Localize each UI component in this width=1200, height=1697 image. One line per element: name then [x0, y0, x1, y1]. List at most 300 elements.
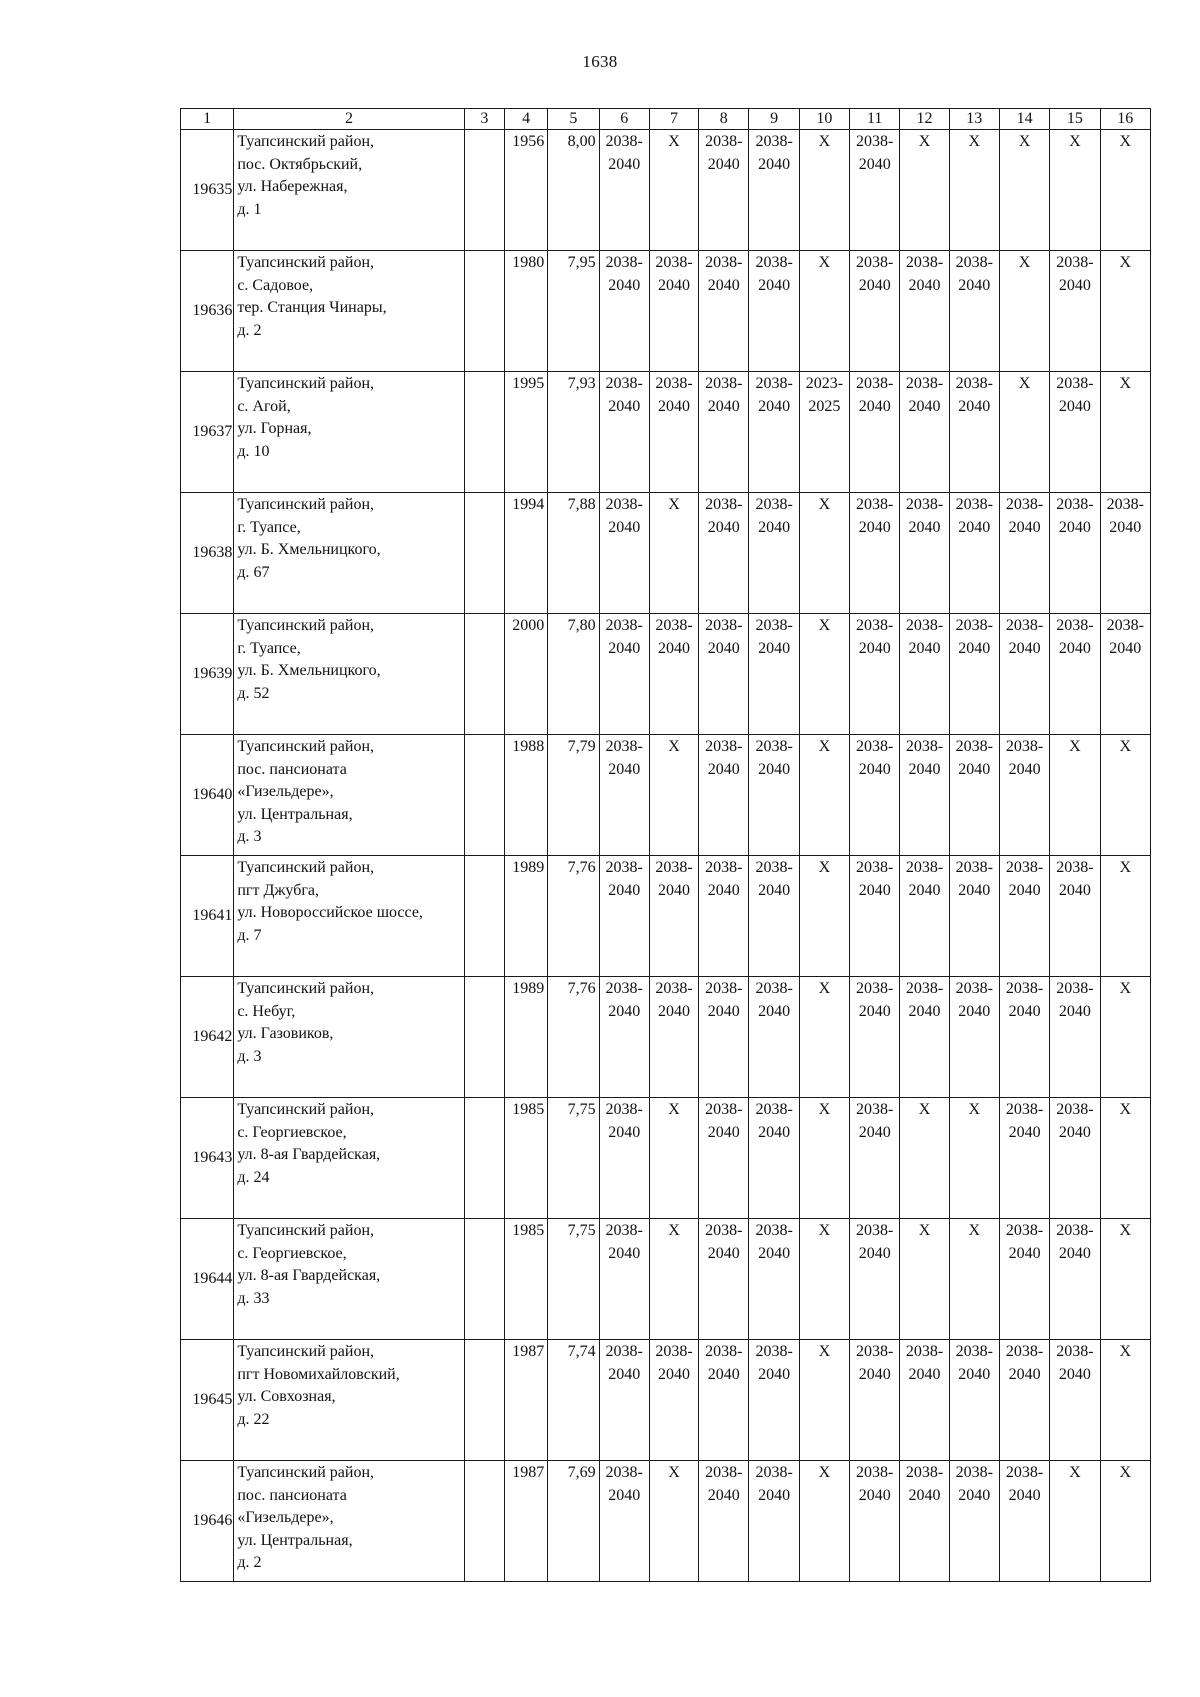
period-start: 2038-	[955, 980, 993, 997]
period-cell	[599, 1219, 649, 1340]
period-start: 2038-	[755, 738, 793, 755]
period-end: 2040	[608, 1123, 641, 1141]
period-end: 2040	[707, 518, 740, 536]
period-cell	[749, 1340, 799, 1461]
period-cell	[1050, 372, 1100, 493]
period-start: 2038-	[955, 859, 993, 876]
period-cell	[749, 251, 799, 372]
row-number: 19638	[181, 493, 234, 614]
address-line: ул. Набережная,	[237, 178, 348, 195]
period-end: 2040	[958, 1002, 991, 1020]
period-start: 2038-	[905, 980, 944, 997]
period-cell	[749, 977, 799, 1098]
period-end: 2040	[608, 276, 641, 294]
column-3-cell	[464, 1340, 504, 1461]
column-header-8: 8	[699, 109, 749, 130]
period-end: 2040	[758, 518, 791, 536]
period-start: 2038-	[905, 1464, 944, 1481]
period-end: 2040	[608, 1486, 641, 1504]
period-start: 2038-	[856, 254, 894, 271]
period-cell	[599, 130, 649, 251]
period-end: 2040	[908, 1365, 941, 1383]
period-start: 2038-	[655, 1343, 693, 1360]
table-body	[181, 130, 1151, 1582]
column-3-cell	[464, 251, 504, 372]
period-start: 2038-	[605, 1222, 643, 1239]
period-end: 2040	[908, 397, 941, 415]
period-cell: X	[1050, 1461, 1100, 1582]
period-start: 2038-	[1005, 738, 1044, 755]
period-start: 2038-	[705, 980, 743, 997]
period-end: 2040	[958, 760, 991, 778]
period-start: 2038-	[605, 617, 643, 634]
value-cell: 7,93	[548, 372, 599, 493]
period-cell	[949, 493, 999, 614]
period-end: 2040	[758, 276, 791, 294]
period-cell	[850, 735, 900, 856]
period-cell	[900, 251, 949, 372]
address-line: Туапсинский район,	[237, 738, 374, 755]
address-line: ул. Горная,	[237, 420, 312, 437]
period-start: 2038-	[655, 980, 693, 997]
period-cell	[900, 977, 949, 1098]
period-start: 2038-	[605, 859, 643, 876]
table-row	[181, 614, 1151, 735]
column-3-cell	[464, 372, 504, 493]
column-3-cell	[464, 614, 504, 735]
address-line: с. Агой,	[237, 397, 291, 415]
period-end: 2040	[858, 639, 891, 657]
period-start: 2038-	[1056, 980, 1094, 997]
period-cell	[749, 1098, 799, 1219]
period-start: 2038-	[605, 133, 643, 150]
period-start: 2038-	[955, 617, 993, 634]
address-line: «Гизельдере»,	[237, 1509, 334, 1526]
period-start: 2038-	[705, 254, 743, 271]
period-end: 2040	[658, 639, 690, 657]
address-line: Туапсинский район,	[237, 980, 374, 997]
period-start: 2038-	[1005, 1222, 1044, 1239]
period-end: 2040	[858, 518, 891, 536]
period-cell: X	[799, 1461, 849, 1582]
period-cell	[850, 614, 900, 735]
value-cell: 7,69	[548, 1461, 599, 1582]
row-number: 19644	[181, 1219, 234, 1340]
period-start: 2038-	[1005, 859, 1044, 876]
table-row	[181, 130, 1151, 251]
period-start: 2038-	[605, 496, 643, 513]
period-cell	[900, 856, 949, 977]
address-line: Туапсинский район,	[237, 1101, 374, 1118]
row-number: 19645	[181, 1340, 234, 1461]
period-end: 2040	[858, 1365, 891, 1383]
period-start: 2038-	[755, 980, 793, 997]
period-cell	[599, 856, 649, 977]
period-end: 2040	[908, 1486, 941, 1504]
period-cell	[1050, 1340, 1100, 1461]
period-cell: X	[949, 1219, 999, 1340]
period-cell	[1100, 614, 1150, 735]
period-cell	[749, 614, 799, 735]
period-cell	[699, 856, 749, 977]
period-end: 2040	[1058, 1123, 1091, 1141]
address-cell	[234, 614, 464, 735]
period-cell	[949, 977, 999, 1098]
period-cell	[699, 614, 749, 735]
period-end: 2040	[858, 276, 891, 294]
period-end: 2040	[1008, 881, 1041, 899]
period-start: 2038-	[1005, 617, 1044, 634]
period-start: 2038-	[1056, 496, 1094, 513]
period-start: 2038-	[1056, 617, 1094, 634]
address-line: д. 1	[237, 200, 262, 218]
period-end: 2040	[958, 276, 991, 294]
period-start: 2023-	[805, 375, 844, 392]
column-header-15: 15	[1050, 109, 1100, 130]
period-cell: X	[1100, 372, 1150, 493]
value-cell: 7,76	[548, 977, 599, 1098]
period-start: 2038-	[856, 1222, 894, 1239]
period-end: 2040	[1109, 639, 1142, 657]
period-start: 2038-	[1056, 1222, 1094, 1239]
address-line: ул. Совхозная,	[237, 1388, 336, 1405]
row-number: 19646	[181, 1461, 234, 1582]
period-start: 2038-	[705, 375, 743, 392]
period-cell	[999, 856, 1049, 977]
period-cell: X	[799, 856, 849, 977]
address-line: Туапсинский район,	[237, 254, 374, 271]
period-start: 2038-	[905, 738, 944, 755]
address-cell	[234, 251, 464, 372]
period-start: 2038-	[705, 1101, 743, 1118]
period-start: 2038-	[705, 1222, 743, 1239]
address-line: ул. Центральная,	[237, 805, 353, 823]
period-cell: X	[799, 614, 849, 735]
period-start: 2038-	[605, 980, 643, 997]
address-line: ул. 8-ая Гвардейская,	[237, 1267, 381, 1284]
period-start: 2038-	[705, 133, 743, 150]
table-row	[181, 493, 1151, 614]
column-header-5: 5	[548, 109, 599, 130]
period-cell	[1050, 1219, 1100, 1340]
period-end: 2040	[707, 881, 740, 899]
period-end: 2040	[707, 1123, 740, 1141]
period-cell: X	[1050, 130, 1100, 251]
period-start: 2038-	[1005, 1343, 1044, 1360]
period-cell	[649, 372, 698, 493]
period-end: 2040	[1008, 1486, 1041, 1504]
period-cell	[599, 372, 649, 493]
column-header-11: 11	[850, 109, 900, 130]
period-end: 2040	[908, 276, 941, 294]
period-end: 2040	[608, 1244, 641, 1262]
period-cell: X	[1100, 1219, 1150, 1340]
column-header-13: 13	[949, 109, 999, 130]
period-cell: X	[1100, 735, 1150, 856]
address-line: пгт Джубга,	[237, 881, 320, 899]
table-row	[181, 1340, 1151, 1461]
address-line: ул. Б. Хмельницкого,	[237, 662, 381, 679]
address-line: ул. Б. Хмельницкого,	[237, 541, 381, 558]
period-cell	[599, 1098, 649, 1219]
period-end: 2025	[808, 397, 841, 415]
period-start: 2038-	[905, 617, 944, 634]
period-end: 2040	[1058, 397, 1091, 415]
period-end: 2040	[658, 397, 690, 415]
period-end: 2040	[1008, 518, 1041, 536]
value-cell: 7,76	[548, 856, 599, 977]
period-cell	[999, 1098, 1049, 1219]
period-start: 2038-	[655, 254, 693, 271]
column-header-9: 9	[749, 109, 799, 130]
period-cell	[649, 251, 698, 372]
period-cell	[949, 251, 999, 372]
period-cell: X	[900, 130, 949, 251]
period-cell: X	[649, 1461, 698, 1582]
value-cell: 7,75	[548, 1219, 599, 1340]
address-line: д. 52	[237, 684, 270, 702]
address-line: тер. Станция Чинары,	[237, 299, 387, 316]
address-line: Туапсинский район,	[237, 617, 374, 634]
period-cell: X	[1100, 977, 1150, 1098]
period-end: 2040	[958, 639, 991, 657]
row-number: 19643	[181, 1098, 234, 1219]
period-cell	[749, 735, 799, 856]
period-start: 2038-	[905, 859, 944, 876]
period-cell	[599, 735, 649, 856]
column-header-3: 3	[464, 109, 504, 130]
period-cell	[1050, 251, 1100, 372]
period-cell	[1050, 856, 1100, 977]
period-cell	[949, 735, 999, 856]
address-cell	[234, 1340, 464, 1461]
year-cell: 1995	[504, 372, 547, 493]
period-end: 2040	[1008, 1365, 1041, 1383]
period-cell	[850, 1461, 900, 1582]
period-start: 2038-	[1005, 1464, 1044, 1481]
period-end: 2040	[958, 518, 991, 536]
period-cell: X	[999, 130, 1049, 251]
period-cell	[699, 1461, 749, 1582]
address-line: пос. Октябрьский,	[237, 155, 363, 173]
period-cell	[949, 1340, 999, 1461]
period-start: 2038-	[856, 859, 894, 876]
period-start: 2038-	[705, 496, 743, 513]
period-cell	[999, 1461, 1049, 1582]
column-number-header	[181, 109, 1151, 130]
period-cell: X	[1100, 251, 1150, 372]
period-end: 2040	[707, 1486, 740, 1504]
address-line: д. 2	[237, 1554, 262, 1571]
period-end: 2040	[608, 397, 641, 415]
period-start: 2038-	[755, 859, 793, 876]
period-end: 2040	[908, 760, 941, 778]
column-3-cell	[464, 130, 504, 251]
period-cell: X	[799, 130, 849, 251]
period-end: 2040	[707, 760, 740, 778]
period-end: 2040	[658, 1002, 690, 1020]
period-end: 2040	[707, 639, 740, 657]
period-start: 2038-	[755, 1343, 793, 1360]
period-end: 2040	[958, 1486, 991, 1504]
period-end: 2040	[758, 397, 791, 415]
period-cell	[900, 372, 949, 493]
period-cell	[699, 1340, 749, 1461]
period-start: 2038-	[905, 1343, 944, 1360]
period-end: 2040	[658, 1365, 690, 1383]
period-end: 2040	[608, 881, 641, 899]
period-start: 2038-	[755, 617, 793, 634]
address-line: с. Георгиевское,	[237, 1244, 347, 1262]
period-cell	[999, 1340, 1049, 1461]
year-cell: 1988	[504, 735, 547, 856]
period-start: 2038-	[856, 980, 894, 997]
address-line: Туапсинский район,	[237, 859, 374, 876]
period-start: 2038-	[655, 859, 693, 876]
column-3-cell	[464, 493, 504, 614]
year-cell: 2000	[504, 614, 547, 735]
value-cell: 7,74	[548, 1340, 599, 1461]
year-cell: 1987	[504, 1461, 547, 1582]
period-end: 2040	[958, 1365, 991, 1383]
year-cell: 1994	[504, 493, 547, 614]
period-start: 2038-	[905, 496, 944, 513]
column-header-4: 4	[504, 109, 547, 130]
page-number: 1638	[582, 52, 618, 71]
address-line: Туапсинский район,	[237, 496, 374, 513]
period-cell	[850, 372, 900, 493]
period-start: 2038-	[1056, 254, 1094, 271]
period-cell	[949, 372, 999, 493]
period-start: 2038-	[705, 738, 743, 755]
period-end: 2040	[707, 1002, 740, 1020]
period-end: 2040	[908, 518, 941, 536]
period-cell	[999, 614, 1049, 735]
period-start: 2038-	[856, 617, 894, 634]
period-cell	[999, 493, 1049, 614]
period-end: 2040	[707, 155, 740, 173]
period-cell: X	[799, 251, 849, 372]
period-end: 2040	[758, 1365, 791, 1383]
period-end: 2040	[758, 155, 791, 173]
period-end: 2040	[958, 881, 991, 899]
period-start: 2038-	[755, 375, 793, 392]
period-cell: X	[1100, 1461, 1150, 1582]
period-end: 2040	[608, 155, 641, 173]
address-line: Туапсинский район,	[237, 1222, 374, 1239]
period-cell: X	[799, 1098, 849, 1219]
period-start: 2038-	[755, 1464, 793, 1481]
period-start: 2038-	[1005, 1101, 1044, 1118]
period-cell	[850, 1098, 900, 1219]
period-start: 2038-	[856, 1464, 894, 1481]
address-line: с. Георгиевское,	[237, 1123, 347, 1141]
address-cell	[234, 735, 464, 856]
period-start: 2038-	[1056, 1101, 1094, 1118]
period-end: 2040	[858, 155, 891, 173]
period-cell	[599, 977, 649, 1098]
address-line: пос. пансионата	[237, 760, 347, 778]
year-cell: 1956	[504, 130, 547, 251]
period-end: 2040	[1008, 1123, 1041, 1141]
address-cell	[234, 1461, 464, 1582]
address-line: ул. Новороссийское шоссе,	[237, 904, 423, 921]
column-header-2: 2	[234, 109, 464, 130]
period-cell	[900, 1340, 949, 1461]
period-start: 2038-	[755, 1222, 793, 1239]
period-cell	[799, 372, 849, 493]
row-number: 19642	[181, 977, 234, 1098]
period-cell	[699, 1098, 749, 1219]
year-cell: 1989	[504, 977, 547, 1098]
address-cell	[234, 856, 464, 977]
period-cell: X	[649, 1219, 698, 1340]
period-end: 2040	[608, 518, 641, 536]
period-cell	[850, 856, 900, 977]
address-cell	[234, 372, 464, 493]
period-cell: X	[949, 1098, 999, 1219]
period-cell	[649, 977, 698, 1098]
period-start: 2038-	[905, 254, 944, 271]
period-cell	[699, 977, 749, 1098]
column-3-cell	[464, 1219, 504, 1340]
address-line: Туапсинский район,	[237, 1343, 374, 1360]
period-cell: X	[1100, 1098, 1150, 1219]
address-line: с. Садовое,	[237, 276, 314, 294]
period-start: 2038-	[856, 1343, 894, 1360]
period-cell	[999, 1219, 1049, 1340]
address-line: Туапсинский район,	[237, 133, 374, 150]
period-end: 2040	[1058, 1002, 1091, 1020]
address-line: Туапсинский район,	[237, 1464, 374, 1481]
period-cell	[1050, 614, 1100, 735]
address-line: д. 3	[237, 1047, 262, 1065]
year-cell: 1989	[504, 856, 547, 977]
row-number: 19639	[181, 614, 234, 735]
period-start: 2038-	[655, 617, 693, 634]
period-end: 2040	[908, 881, 941, 899]
period-start: 2038-	[856, 375, 894, 392]
column-header-16: 16	[1100, 109, 1150, 130]
period-cell	[749, 372, 799, 493]
period-cell: X	[1100, 856, 1150, 977]
period-start: 2038-	[856, 496, 894, 513]
period-cell	[599, 614, 649, 735]
address-line: г. Туапсе,	[237, 518, 301, 536]
address-line: ул. Центральная,	[237, 1531, 353, 1549]
period-end: 2040	[758, 1123, 791, 1141]
address-line: ул. 8-ая Гвардейская,	[237, 1146, 381, 1163]
period-cell	[949, 856, 999, 977]
period-start: 2038-	[1056, 859, 1094, 876]
table-row	[181, 1098, 1151, 1219]
period-cell	[649, 614, 698, 735]
period-start: 2038-	[905, 375, 944, 392]
period-start: 2038-	[605, 1101, 643, 1118]
period-cell	[749, 1461, 799, 1582]
period-start: 2038-	[705, 1343, 743, 1360]
row-number: 19640	[181, 735, 234, 856]
header-row	[181, 109, 1151, 130]
period-cell	[699, 735, 749, 856]
period-start: 2038-	[605, 375, 643, 392]
row-number: 19636	[181, 251, 234, 372]
period-cell: X	[799, 1340, 849, 1461]
register-table	[180, 108, 1151, 1582]
period-end: 2040	[658, 276, 690, 294]
period-cell	[1050, 1098, 1100, 1219]
period-cell	[599, 1461, 649, 1582]
